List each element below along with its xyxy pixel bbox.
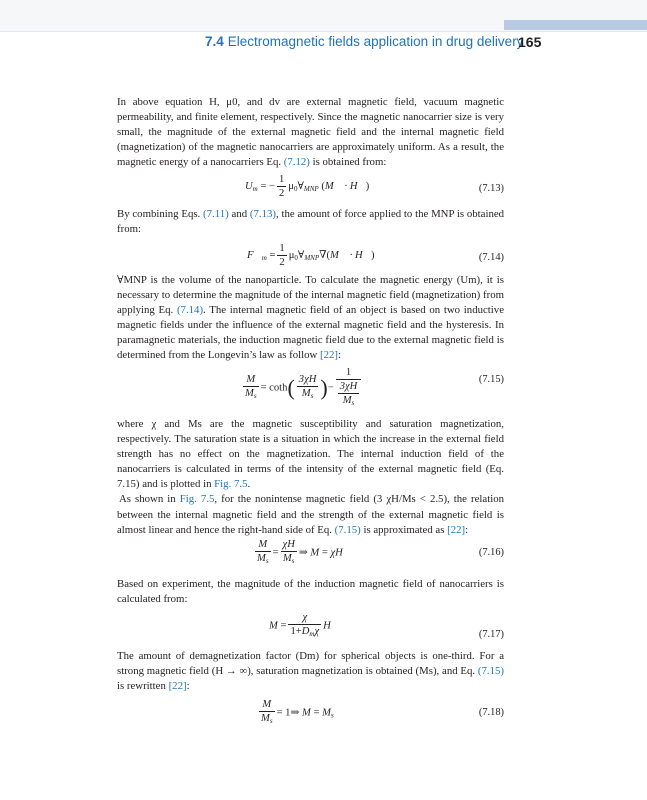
citation-22-c[interactable]: [22] [168, 680, 187, 693]
p7-text-b: is rewritten [117, 680, 166, 693]
paragraph-6 [117, 577, 504, 607]
equation-7-15 [117, 366, 504, 416]
eq-link-7-12[interactable]: (7.12) [283, 156, 310, 169]
p5-text-b: , for the nonintense magnetic field (3 χH/Ms < 2.5), the relation between the internal magnetic field and the strength of the external magnetic field is almost linear and hence the right-hand side of Eq. [117, 493, 504, 536]
accent-bar [504, 20, 647, 30]
citation-22-b[interactable]: [22] [447, 523, 466, 536]
p2-text-a: By combining Eqs. [117, 208, 201, 220]
p3-text-b: . The internal magnetic field of an object is based on two inductive magnetic fields under the influence of the external magnetic field and the hysteresis. In paramagnetic materials, the induction magnetic field due to the external magnetic field is determined from the Longevin’s law as follow [117, 304, 504, 362]
section-number: 7.4 [205, 34, 224, 49]
p5-text-c: is approximated as [363, 523, 445, 536]
p1-end: is obtained from: [312, 156, 387, 169]
eq-7-17-body: M = $\frac{\chi}{1+D_m\chi}$ H [269, 612, 331, 638]
p3-text-a: ∀MNP is the volume of the nanoparticle. To calculate the magnetic energy (Um), it is necessary to determine the magnitude of the internal magnetic field (magnetization) from applying Eq. [117, 274, 504, 317]
p4-end: . [247, 478, 251, 491]
eq-7-14-body: $F⃗_m$ = $\frac{1}{2}$ $\mu_0\forall_{MNP}\nabla(M⃗$ · H⃗) [247, 243, 375, 268]
eq-7-14-number: (7.14) [478, 252, 504, 263]
p1-text: In above equation H, μ0, and dv are external magnetic field, vacuum magnetic permeability, and finite element, respectively. Since the magnetic nanocarrier size is very small, the magnitude of the external magnetic field and the internal magnetic field (magnetization) of the magnetic nanocarriers are approximately uniform. As a result, the magnetic energy of a nanocarriers Eq. [117, 96, 504, 169]
eq-link-7-11[interactable]: (7.11) [203, 208, 229, 220]
eq-7-13-number: (7.13) [478, 183, 504, 194]
eq-link-7-15-a[interactable]: (7.15) [334, 523, 361, 536]
figure-link-7-5-a[interactable]: Fig. 7.5 [214, 478, 248, 491]
figure-link-7-5-b[interactable]: Fig. 7.5 [179, 493, 215, 506]
paragraph-1 [117, 95, 504, 170]
eq-link-7-14[interactable]: (7.14) [176, 304, 204, 317]
p3-end: : [338, 349, 341, 362]
p2-text-b: and [231, 208, 248, 220]
eq-7-16-number: (7.16) [478, 547, 504, 558]
eq-7-18-number: (7.18) [478, 707, 504, 718]
equation-7-16 [117, 538, 504, 574]
running-header [205, 34, 524, 49]
page-number: 165 [518, 34, 542, 50]
equation-7-18 [117, 698, 504, 734]
eq-7-15-number: (7.15) [478, 374, 504, 385]
paragraph-7 [117, 649, 504, 694]
p5-text-a: As shown in [119, 493, 176, 506]
p5-end: : [465, 523, 469, 536]
eq-7-17-number: (7.17) [478, 629, 504, 640]
equation-7-14 [117, 240, 504, 274]
p7-text-a: The amount of demagnetization factor (Dm) for spherical objects is one-third. For a strong magnetic field (H → ∞), saturation magnetization is obtained (Ms), and Eq. [117, 650, 504, 678]
section-title: Electromagnetic fields application in drug delivery [227, 34, 524, 49]
eq-7-13-body: $U_m$ = − $\frac{1}{2}$ $\mu_0\forall_{MNP}$ (M⃗ · H⃗) [245, 174, 370, 199]
eq-link-7-15-b[interactable]: (7.15) [477, 665, 504, 678]
eq-7-15-body: $\frac{M}{M_s}$ = coth( $\frac{3\chi H}{M_s}$ )− $\frac{1}{\frac{3\chi H}{M_s}}$ [241, 366, 363, 410]
equation-7-17 [117, 611, 504, 647]
paragraph-4 [117, 417, 504, 538]
eq-7-16-body: $\frac{M}{M_s}$ = $\frac{\chi H}{M_s}$ ⇒ M = χH [257, 539, 343, 565]
paragraph-3 [117, 273, 504, 364]
p7-end: : [186, 680, 190, 693]
eq-7-18-body: $\frac{M}{M_s}$ = 1⇒ $M = M_s$ [261, 699, 334, 725]
citation-22-a[interactable]: [22] [320, 349, 338, 362]
eq-link-7-13[interactable]: (7.13) [249, 208, 277, 220]
p4-text: where χ and Ms are the magnetic susceptibility and saturation magnetization, respectively. The saturation state is a situation in which the increase in the external field strength has no effect on the magnetization. The internal induction field of the nanocarriers is calculated in terms of the intensity of the external magnetic field (Eq. 7.15) and is plotted in [117, 418, 504, 491]
p2-text-c: , the amount of force applied to the MNP is obtained from: [117, 208, 505, 236]
paragraph-2 [117, 207, 504, 237]
p6-text: Based on experiment, the magnitude of the induction magnetic field of nanocarriers is calculated from: [117, 578, 504, 606]
equation-7-13 [117, 171, 504, 205]
